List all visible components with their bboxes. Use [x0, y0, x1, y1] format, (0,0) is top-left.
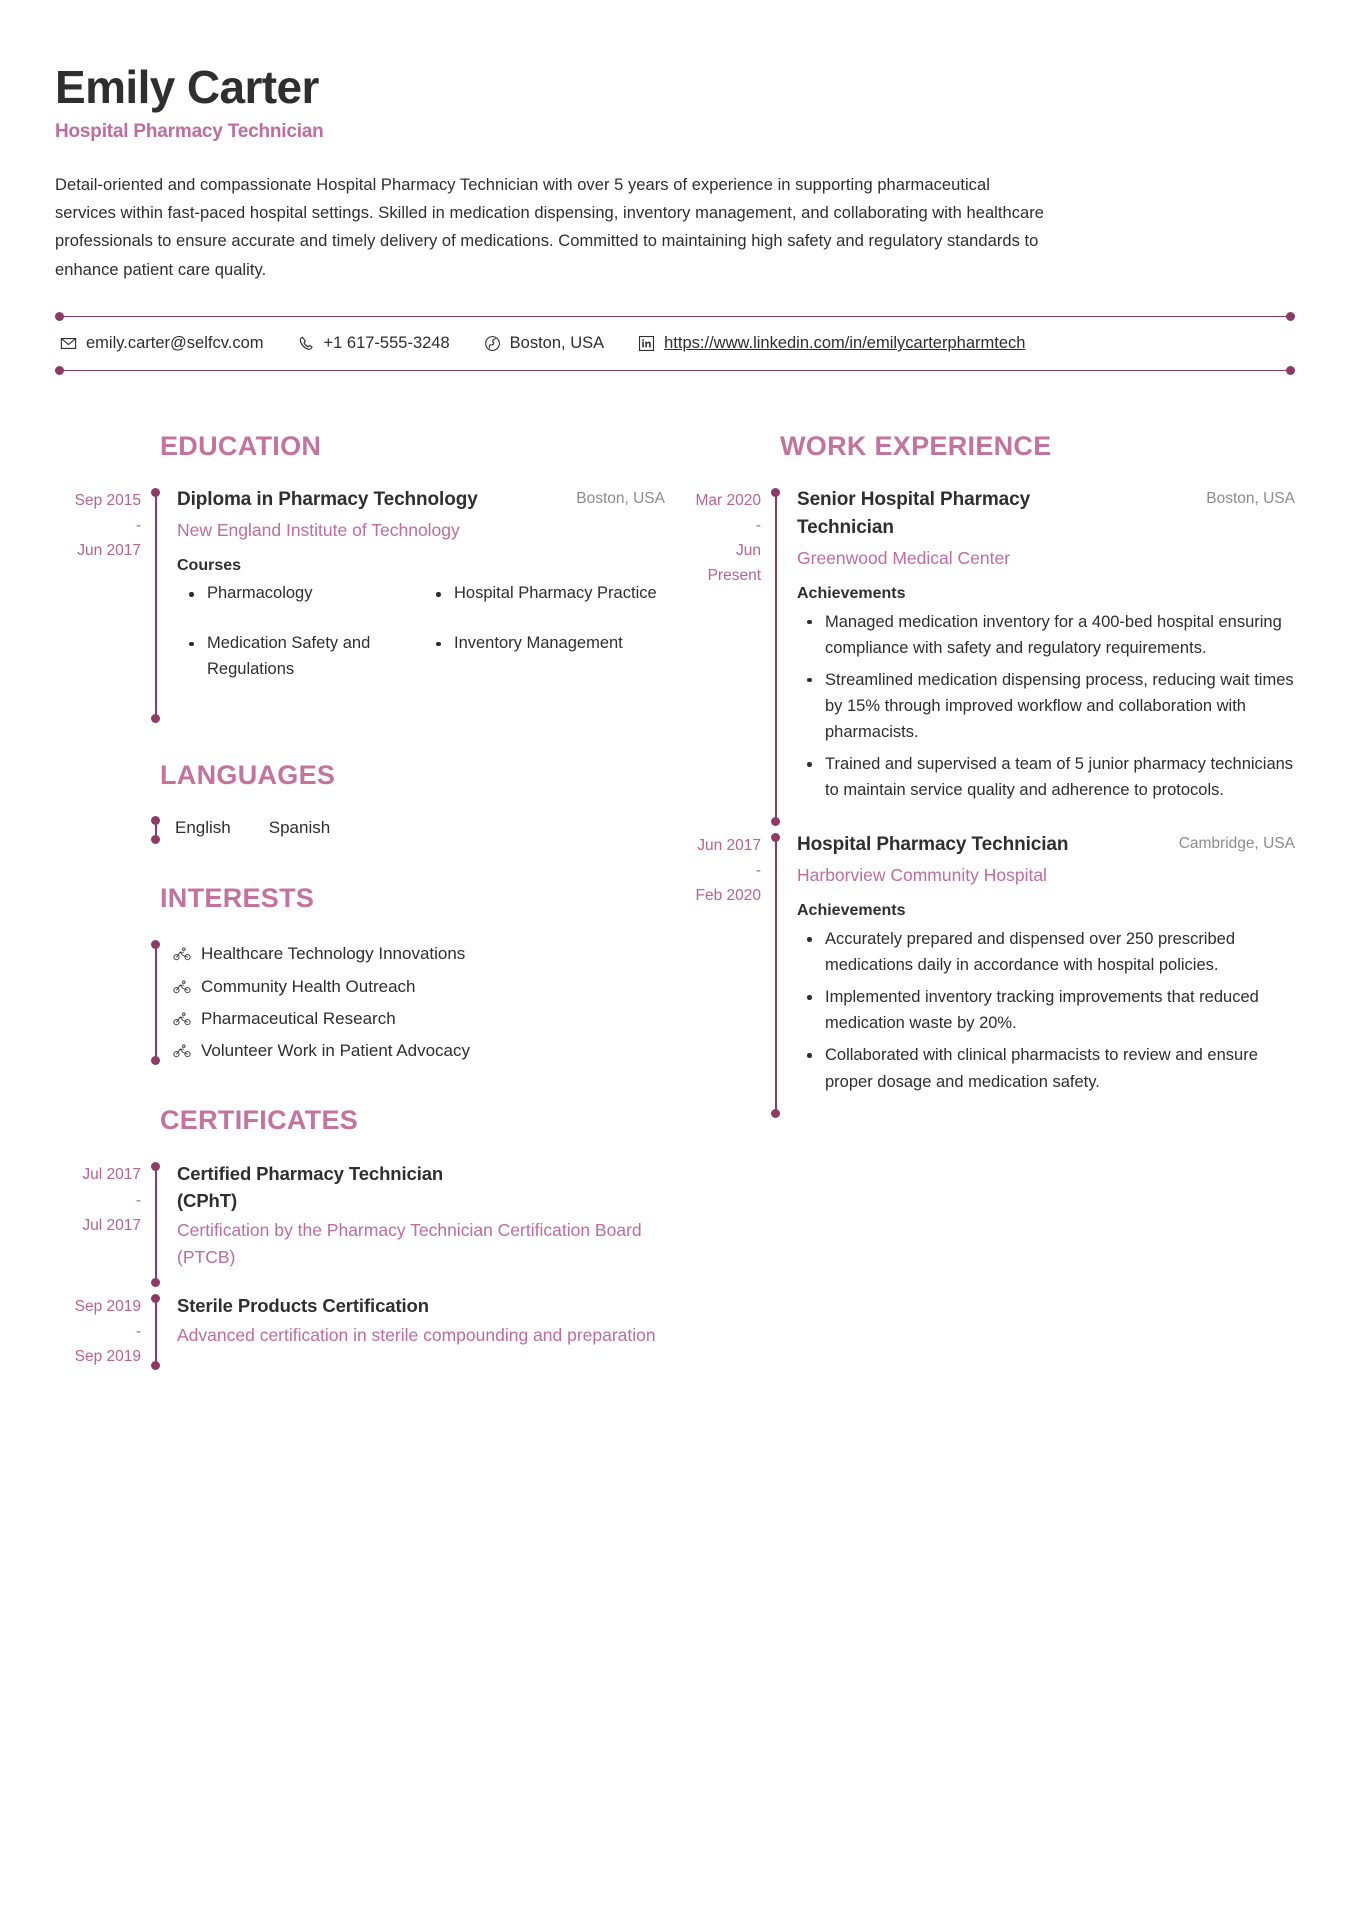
interest-item	[173, 1035, 470, 1067]
timeline-dot-top	[151, 1162, 160, 1171]
timeline-dot-top	[151, 1294, 160, 1303]
date-start: Mar 2020	[695, 492, 761, 510]
work-entry-body	[797, 831, 1295, 1116]
bicycle-icon	[173, 947, 191, 961]
section-heading-languages: LANGUAGES	[160, 760, 336, 791]
date-start: Sep 2019	[74, 1297, 141, 1315]
timeline-marker	[771, 831, 783, 1116]
timeline-dot-bottom	[151, 714, 160, 723]
linkedin-icon	[638, 335, 655, 352]
interests-entry	[151, 938, 665, 1067]
rule-dot-right-bottom	[1286, 366, 1295, 375]
achievement-item: Collaborated with clinical pharmacists to review and ensure proper dosage and medication safety.	[797, 1042, 1295, 1094]
achievements-list	[797, 926, 1295, 1094]
contact-phone[interactable]	[298, 334, 450, 353]
date-dash: -	[135, 517, 141, 535]
interest-label: Healthcare Technology Innovations	[201, 944, 466, 964]
achievement-item: Accurately prepared and dispensed over 250 prescribed medications daily in accordance with hospital policies.	[797, 926, 1295, 978]
resume-columns	[55, 393, 1295, 1375]
interests-timeline	[151, 938, 163, 1067]
date-start: Jul 2017	[82, 1166, 141, 1184]
course-item: Inventory Management	[424, 631, 665, 682]
section-education	[55, 431, 665, 722]
education-degree-title: Diploma in Pharmacy Technology	[177, 489, 478, 511]
language-item: Spanish	[268, 818, 331, 838]
education-entry	[55, 486, 665, 722]
timeline-line	[155, 944, 157, 1061]
achievement-item: Streamlined medication dispensing process, reducing wait times by 15% through improved workflow and collaboration with pharmacists.	[797, 667, 1295, 745]
timeline-line	[775, 838, 777, 1116]
interest-item	[173, 938, 470, 970]
work-entry	[675, 486, 1295, 825]
date-dash: -	[135, 1323, 141, 1341]
work-entry-body	[797, 486, 1295, 825]
contact-bar	[55, 316, 1295, 371]
section-work-experience	[675, 431, 1295, 1117]
timeline-dot-bottom	[151, 1056, 160, 1065]
certificate-issuer: Certification by the Pharmacy Technician Certification Board (PTCB)	[177, 1220, 642, 1267]
date-end-line2: Present	[707, 567, 761, 585]
date-end-line1: Jun	[736, 542, 761, 560]
timeline-dot-bottom	[151, 1278, 160, 1287]
course-item: Pharmacology	[177, 581, 418, 607]
course-item: Medication Safety and Regulations	[177, 631, 418, 682]
work-location: Cambridge, USA	[1178, 835, 1295, 853]
education-entry-dates	[55, 486, 151, 722]
work-location: Boston, USA	[1206, 490, 1295, 508]
languages-entry	[151, 815, 665, 845]
professional-summary: Detail-oriented and compassionate Hospital Pharmacy Technician with over 5 years of experience in supporting pharmaceutical services within fast-paced hospital settings. Skilled in medication dispensing, inventory management, and collaborating with healthcare professionals to ensure accurate and timely delivery of medications. Committed to maintaining high safety and regulatory standards to enhance patient care quality.	[55, 175, 1045, 279]
contact-location-value: Boston, USA	[509, 334, 605, 353]
section-heading-certificates: CERTIFICATES	[160, 1105, 359, 1136]
bicycle-icon	[173, 1012, 191, 1026]
interest-item	[173, 971, 470, 1003]
timeline-dot-bottom	[151, 835, 160, 844]
right-column	[665, 393, 1295, 1375]
candidate-job-title: Hospital Pharmacy Technician	[55, 120, 324, 142]
work-entry-header	[797, 831, 1295, 859]
date-start: Sep 2015	[74, 492, 141, 510]
timeline-dot-bottom	[151, 1361, 160, 1370]
language-item: English	[175, 818, 231, 838]
date-end: Feb 2020	[695, 887, 761, 905]
certificate-entry	[55, 1160, 665, 1286]
left-column	[55, 393, 665, 1375]
work-entry-dates	[675, 486, 771, 825]
date-dash: -	[755, 862, 761, 880]
work-entry	[675, 831, 1295, 1116]
certificate-entry-dates	[55, 1160, 151, 1286]
work-company: Greenwood Medical Center	[797, 547, 1011, 568]
timeline-line	[155, 493, 157, 722]
timeline-marker	[151, 486, 163, 722]
courses-grid	[177, 581, 665, 706]
interest-label: Volunteer Work in Patient Advocacy	[201, 1041, 471, 1061]
education-entry-header	[177, 486, 665, 514]
rule-dot-left-bottom	[55, 366, 64, 375]
section-certificates	[55, 1105, 665, 1369]
certificate-entry-body	[177, 1292, 665, 1369]
timeline-line	[155, 1299, 157, 1369]
interest-label: Community Health Outreach	[201, 976, 416, 996]
achievement-item: Implemented inventory tracking improvements that reduced medication waste by 20%.	[797, 984, 1295, 1036]
date-start: Jun 2017	[697, 837, 761, 855]
timeline-marker	[151, 1160, 163, 1286]
contact-rule-bottom	[55, 370, 1295, 371]
date-dash: -	[135, 1191, 141, 1209]
timeline-dot-top	[151, 488, 160, 497]
timeline-dot-top	[771, 833, 780, 842]
certificate-entry-body	[177, 1160, 665, 1286]
interest-item	[173, 1003, 470, 1035]
achievements-label: Achievements	[797, 902, 906, 920]
work-company: Harborview Community Hospital	[797, 864, 1047, 885]
timeline-line	[775, 493, 777, 825]
timeline-dot-bottom	[771, 1109, 780, 1118]
timeline-dot-top	[771, 488, 780, 497]
work-job-title: Senior Hospital Pharmacy Technician	[797, 489, 1031, 538]
certificate-entry	[55, 1292, 665, 1369]
section-heading-interests: INTERESTS	[160, 883, 315, 914]
achievement-item: Trained and supervised a team of 5 junior pharmacy technicians to maintain service quality and adherence to protocols.	[797, 751, 1295, 803]
timeline-marker	[771, 486, 783, 825]
timeline-dot-top	[151, 816, 160, 825]
education-entry-body	[177, 486, 665, 722]
candidate-name: Emily Carter	[55, 61, 319, 113]
bicycle-icon	[173, 1044, 191, 1058]
interests-list	[173, 938, 470, 1067]
date-end: Sep 2019	[74, 1348, 141, 1366]
contact-linkedin-value: https://www.linkedin.com/in/emilycarterpharmtech	[664, 334, 1026, 353]
contact-email-value: emily.carter@selfcv.com	[86, 334, 264, 353]
certificate-issuer: Advanced certification in sterile compounding and preparation	[177, 1324, 656, 1345]
contact-linkedin[interactable]	[638, 334, 1025, 353]
contact-items	[55, 317, 1295, 370]
course-item: Hospital Pharmacy Practice	[424, 581, 665, 607]
envelope-icon	[60, 335, 77, 352]
courses-label: Courses	[177, 557, 242, 575]
globe-icon	[484, 335, 501, 352]
contact-rule-top	[55, 316, 1295, 317]
timeline-marker	[151, 1292, 163, 1369]
work-job-title: Hospital Pharmacy Technician	[797, 834, 1069, 856]
resume-header	[55, 62, 1295, 284]
timeline-dot-bottom	[771, 817, 780, 826]
date-end: Jul 2017	[82, 1216, 141, 1234]
contact-email[interactable]	[60, 334, 264, 353]
section-interests	[55, 883, 665, 1067]
timeline-line	[155, 1167, 157, 1286]
interest-label: Pharmaceutical Research	[201, 1008, 396, 1028]
certificate-entry-dates	[55, 1292, 151, 1369]
contact-phone-value: +1 617-555-3248	[323, 334, 450, 353]
achievements-list	[797, 609, 1295, 803]
certificate-title: Certified Pharmacy Technician (CPhT)	[177, 1163, 444, 1212]
section-heading-work-experience: WORK EXPERIENCE	[780, 431, 1052, 462]
education-location: Boston, USA	[576, 490, 665, 508]
work-entry-dates	[675, 831, 771, 1116]
phone-icon	[298, 335, 315, 352]
education-institution: New England Institute of Technology	[177, 519, 460, 540]
work-entry-header	[797, 486, 1295, 541]
section-languages	[55, 760, 665, 845]
date-dash: -	[755, 517, 761, 535]
certificate-title: Sterile Products Certification	[177, 1294, 429, 1316]
date-end: Jun 2017	[77, 542, 141, 560]
bicycle-icon	[173, 980, 191, 994]
contact-location[interactable]	[484, 334, 604, 353]
languages-timeline	[151, 815, 163, 845]
achievement-item: Managed medication inventory for a 400-bed hospital ensuring compliance with safety and regulatory requirements.	[797, 609, 1295, 661]
timeline-dot-top	[151, 940, 160, 949]
achievements-label: Achievements	[797, 584, 906, 602]
section-heading-education: EDUCATION	[160, 431, 322, 462]
languages-list	[175, 815, 330, 845]
